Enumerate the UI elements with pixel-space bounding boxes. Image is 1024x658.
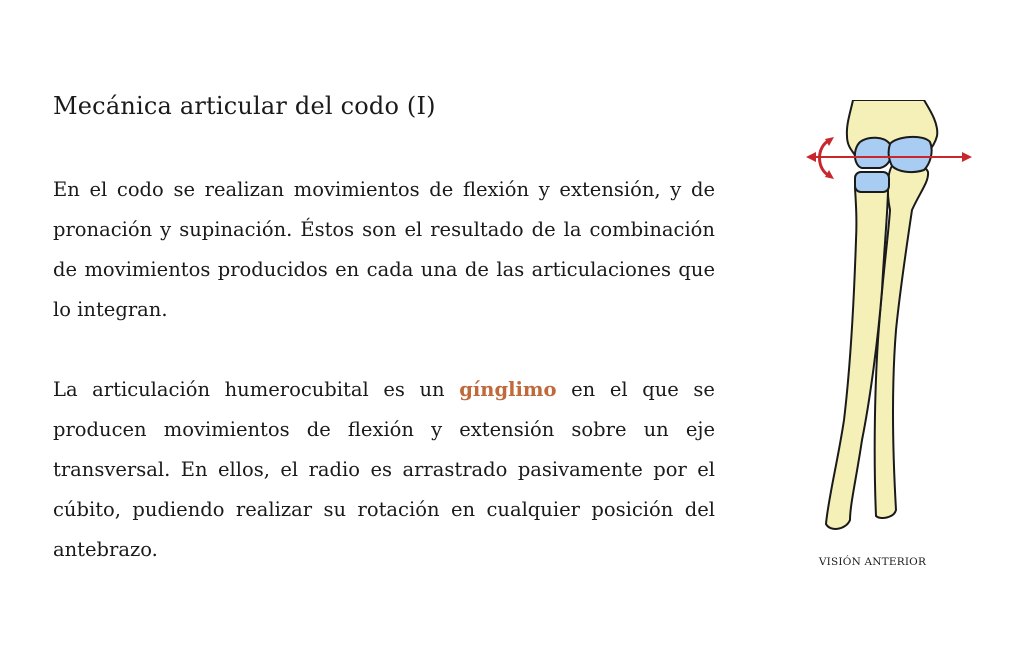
figure-caption: VISIÓN ANTERIOR (818, 556, 927, 568)
trochlea-cartilage (889, 137, 932, 172)
axis-arrowhead-left (806, 152, 816, 162)
capitulum-cartilage (855, 138, 892, 168)
elbow-anatomy-figure (796, 100, 981, 540)
ginglymus-link[interactable]: gínglimo (459, 378, 557, 401)
page-title: Mecánica articular del codo (I) (53, 92, 436, 120)
paragraph-humeroulnar (53, 370, 715, 570)
axis-arrowhead-right (962, 152, 972, 162)
body-text (53, 170, 715, 610)
paragraph-movements: En el codo se realizan movimientos de flexión y extensión, y de pronación y supinación. Éstos son el resultado de la combinación de movimientos producidos en cada una de las articulaciones que lo integran. (53, 178, 715, 321)
radial-head-cartilage (855, 172, 889, 192)
paragraph-text-after: en el que se producen movimientos de flexión y extensión sobre un eje transversal. En ellos, el radio es arrastrado pasivamente por el cúbito, pudiendo realizar su rotación en cualquier posición del antebrazo. (53, 378, 715, 561)
paragraph-text-before: La articulación humerocubital es un (53, 378, 460, 401)
